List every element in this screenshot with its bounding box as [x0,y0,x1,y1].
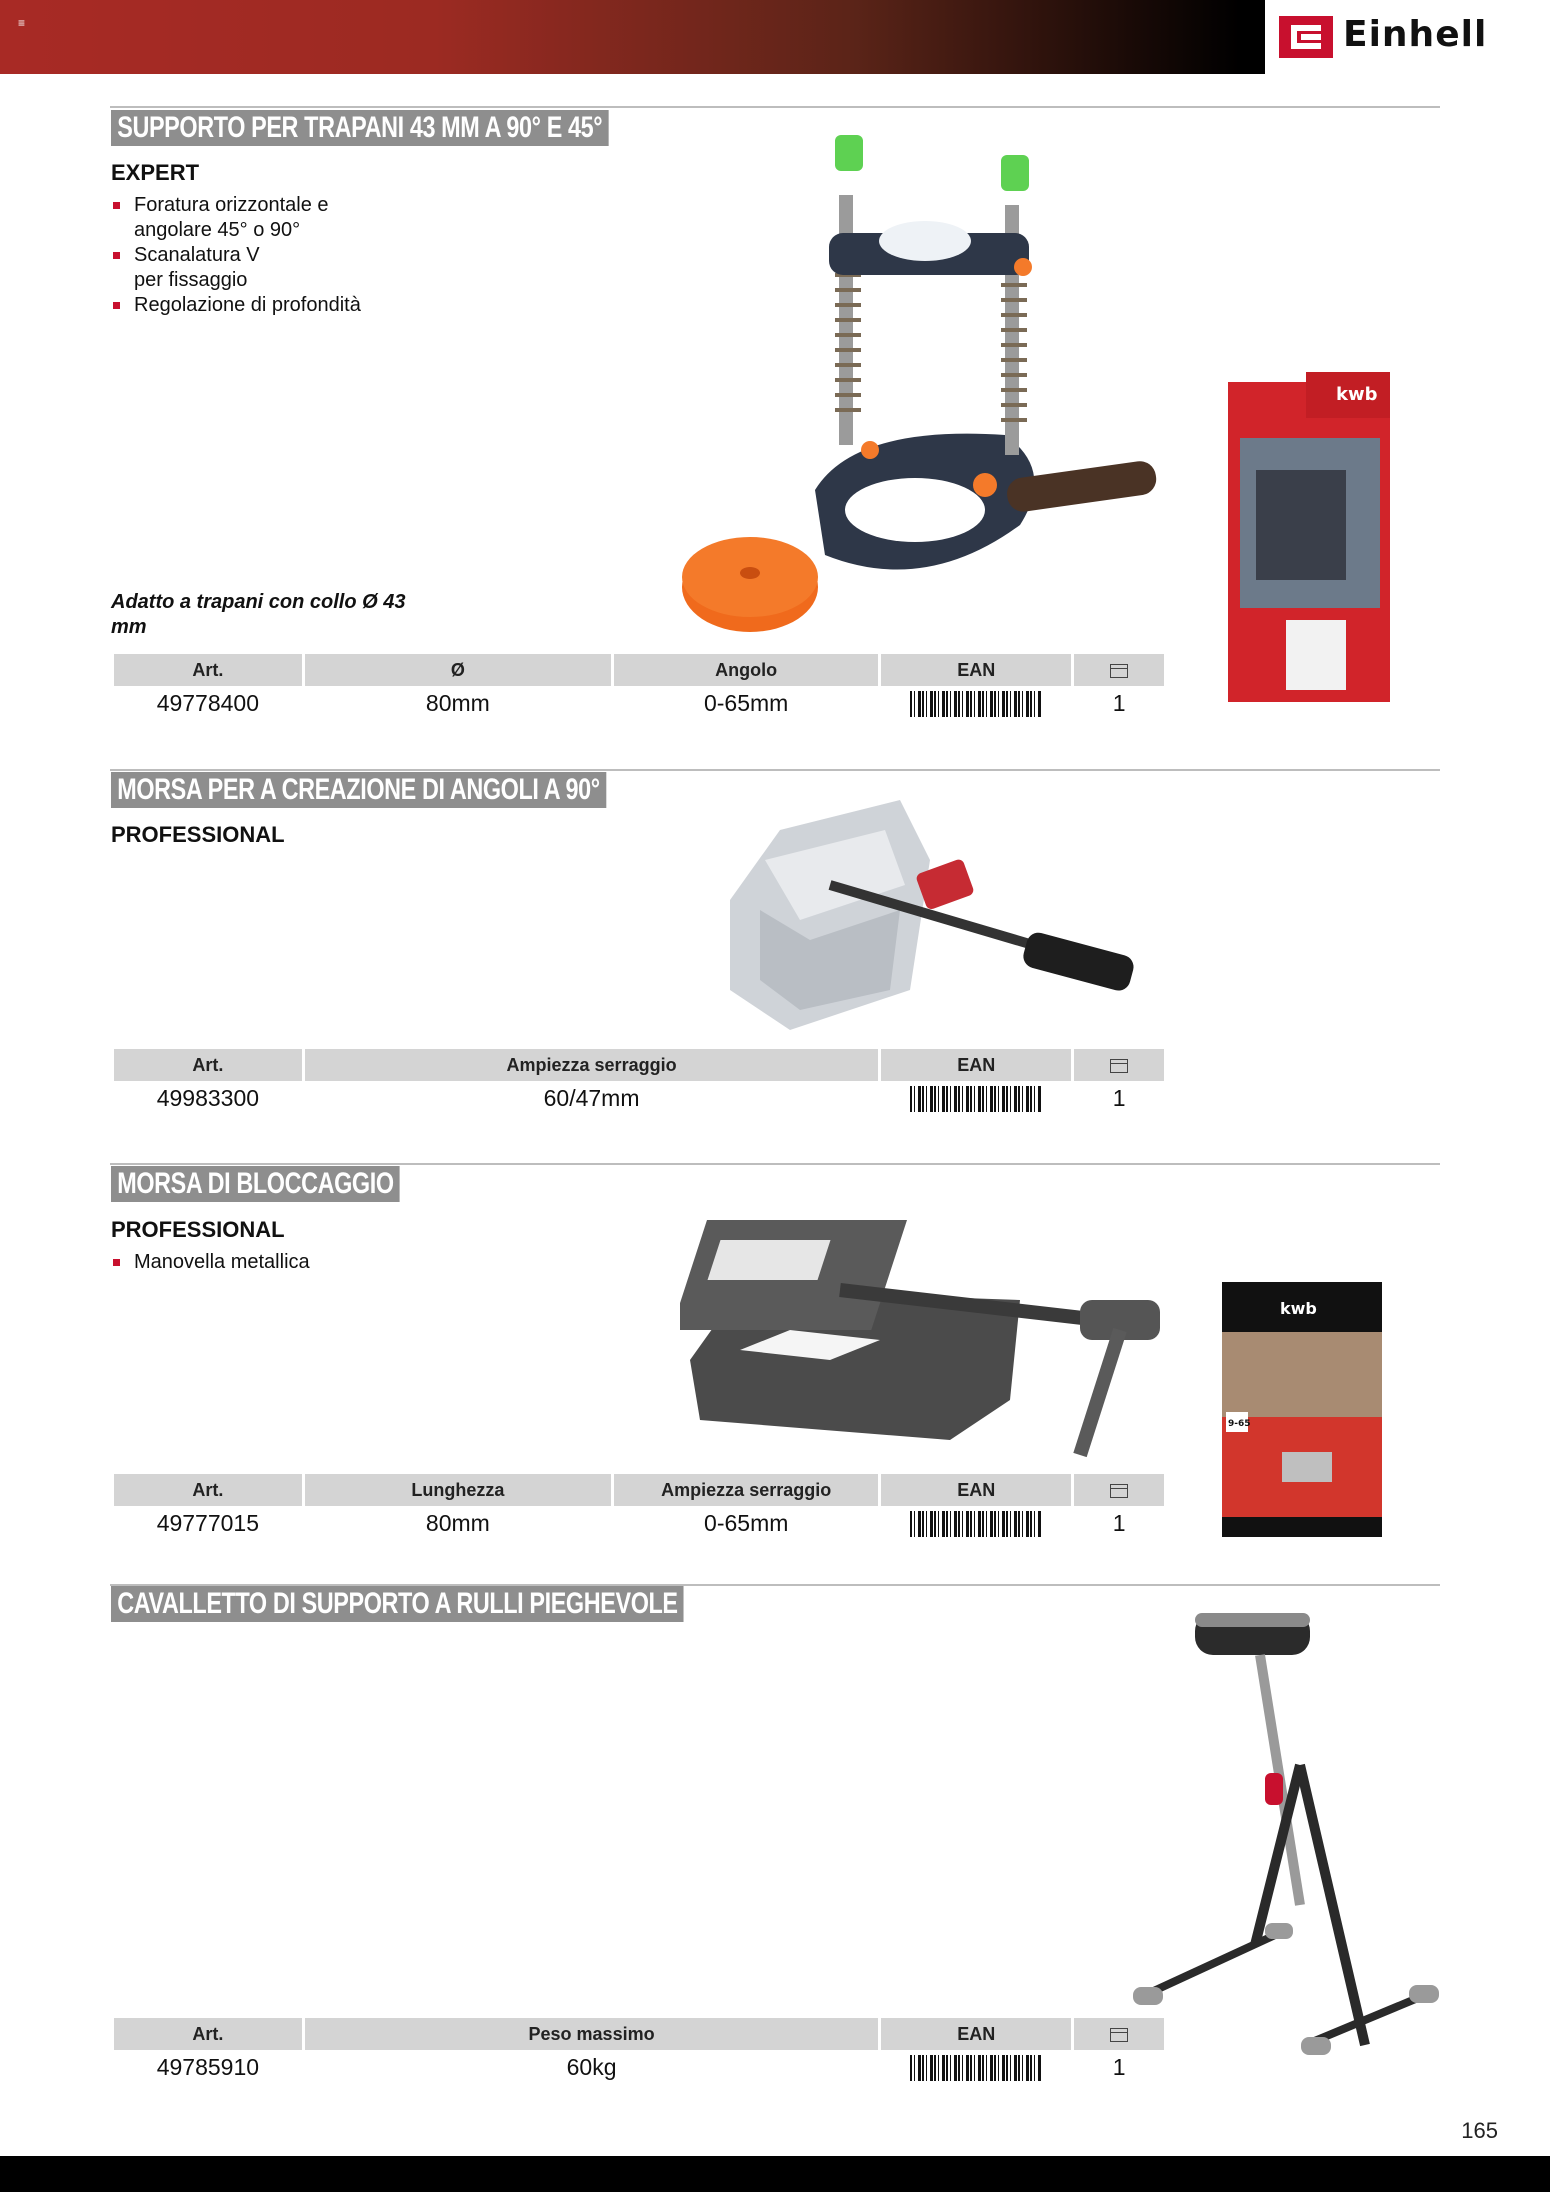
header-ean: EAN [881,1049,1071,1081]
packaging-brand: kwb [1280,1299,1317,1318]
spec-table [111,2018,1167,2084]
cell-ean [881,686,1071,720]
table-header-row [114,1474,1164,1506]
feature-list [111,193,411,318]
spec-table [111,1474,1167,1540]
feature-item: Foratura orizzontale e angolare 45° o 90° [111,193,341,243]
product-title: SUPPORTO PER TRAPANI 43 MM A 90° E 45° [111,110,608,146]
cell-qty: 1 [1112,689,1126,716]
packaging-image [1222,1282,1382,1537]
header-clamp-width: Ampiezza serraggio [614,1474,878,1506]
feature-item: Manovella metallica [111,1250,411,1275]
packaging-brand: kwb [1336,384,1378,405]
header-ean: EAN [881,2018,1071,2050]
barcode [910,691,1042,717]
product-title: MORSA DI BLOCCAGGIO [111,1166,400,1202]
brand-name: Einhell [1343,14,1488,55]
cell-qty: 1 [1112,1084,1126,1111]
corner-clamp-image [720,790,1160,1035]
page-number: 165 [1461,2118,1498,2143]
feature-item: Regolazione di profondità [111,293,411,318]
box-icon [1110,2028,1128,2042]
cell-clamp-width: 0-65mm [704,1509,789,1536]
footer-bar [0,2156,1550,2192]
header-box [1074,2018,1164,2050]
cell-art: 49983300 [156,1084,260,1111]
table-header-row [114,1049,1164,1081]
header-length: Lunghezza [305,1474,611,1506]
table-row [114,2050,1164,2084]
cell-art: 49785910 [156,2053,260,2080]
box-icon [1110,1059,1128,1073]
feature-list [111,1250,411,1275]
cell-max-weight: 60kg [566,2053,617,2080]
cell-art: 49777015 [156,1509,260,1536]
barcode [910,1511,1042,1537]
spec-table [111,1049,1167,1115]
header-box [1074,1049,1164,1081]
header-ean: EAN [881,654,1071,686]
product-title: MORSA PER A CREAZIONE DI ANGOLI A 90° [111,772,606,808]
barcode [910,2055,1042,2081]
einhell-logo-mark [1279,16,1333,58]
vise-image [680,1180,1180,1465]
packaging-size-label: 9-65 [1228,1419,1251,1429]
table-header-row [114,2018,1164,2050]
header-art: Art. [114,1049,302,1081]
cell-diameter: 80mm [425,689,490,716]
section-rule [110,1163,1440,1165]
cell-ean [881,1506,1071,1540]
header-art: Art. [114,1474,302,1506]
header-ean: EAN [881,1474,1071,1506]
box-icon [1110,664,1128,678]
header-diameter: Ø [305,654,611,686]
table-header-row [114,654,1164,686]
cell-art: 49778400 [156,689,260,716]
header-clamp-width: Ampiezza serraggio [305,1049,879,1081]
packaging-image [1226,370,1394,705]
header-box [1074,1474,1164,1506]
header-angle: Angolo [614,654,878,686]
header-art: Art. [114,2018,302,2050]
barcode [910,1086,1042,1112]
cell-ean [881,2050,1071,2084]
box-icon [1110,1484,1128,1498]
table-row [114,686,1164,720]
spec-table [111,654,1167,720]
table-row [114,1506,1164,1540]
product-line: PROFESSIONAL [111,822,285,847]
header-max-weight: Peso massimo [305,2018,879,2050]
cell-qty: 1 [1112,2053,1126,2080]
drill-stand-image [675,125,1175,645]
roller-stand-image [1125,1605,1445,2075]
menu-icon[interactable]: ≡ [18,16,26,30]
cell-ean [881,1081,1071,1115]
header-box [1074,654,1164,686]
cell-angle: 0-65mm [703,689,789,716]
feature-item: Scanalatura V per fissaggio [111,243,286,293]
table-row [114,1081,1164,1115]
section-rule [110,769,1440,771]
cell-length: 80mm [425,1509,490,1536]
einhell-logo [1265,0,1550,74]
compatibility-note: Adatto a trapani con collo Ø 43 mm [111,591,406,638]
product-title: CAVALLETTO DI SUPPORTO A RULLI PIEGHEVOLE [111,1586,684,1622]
section-rule [110,106,1440,108]
product-line: EXPERT [111,160,200,185]
header-art: Art. [114,654,302,686]
product-line: PROFESSIONAL [111,1217,285,1242]
cell-qty: 1 [1112,1509,1126,1536]
cell-clamp-width: 60/47mm [543,1084,640,1111]
